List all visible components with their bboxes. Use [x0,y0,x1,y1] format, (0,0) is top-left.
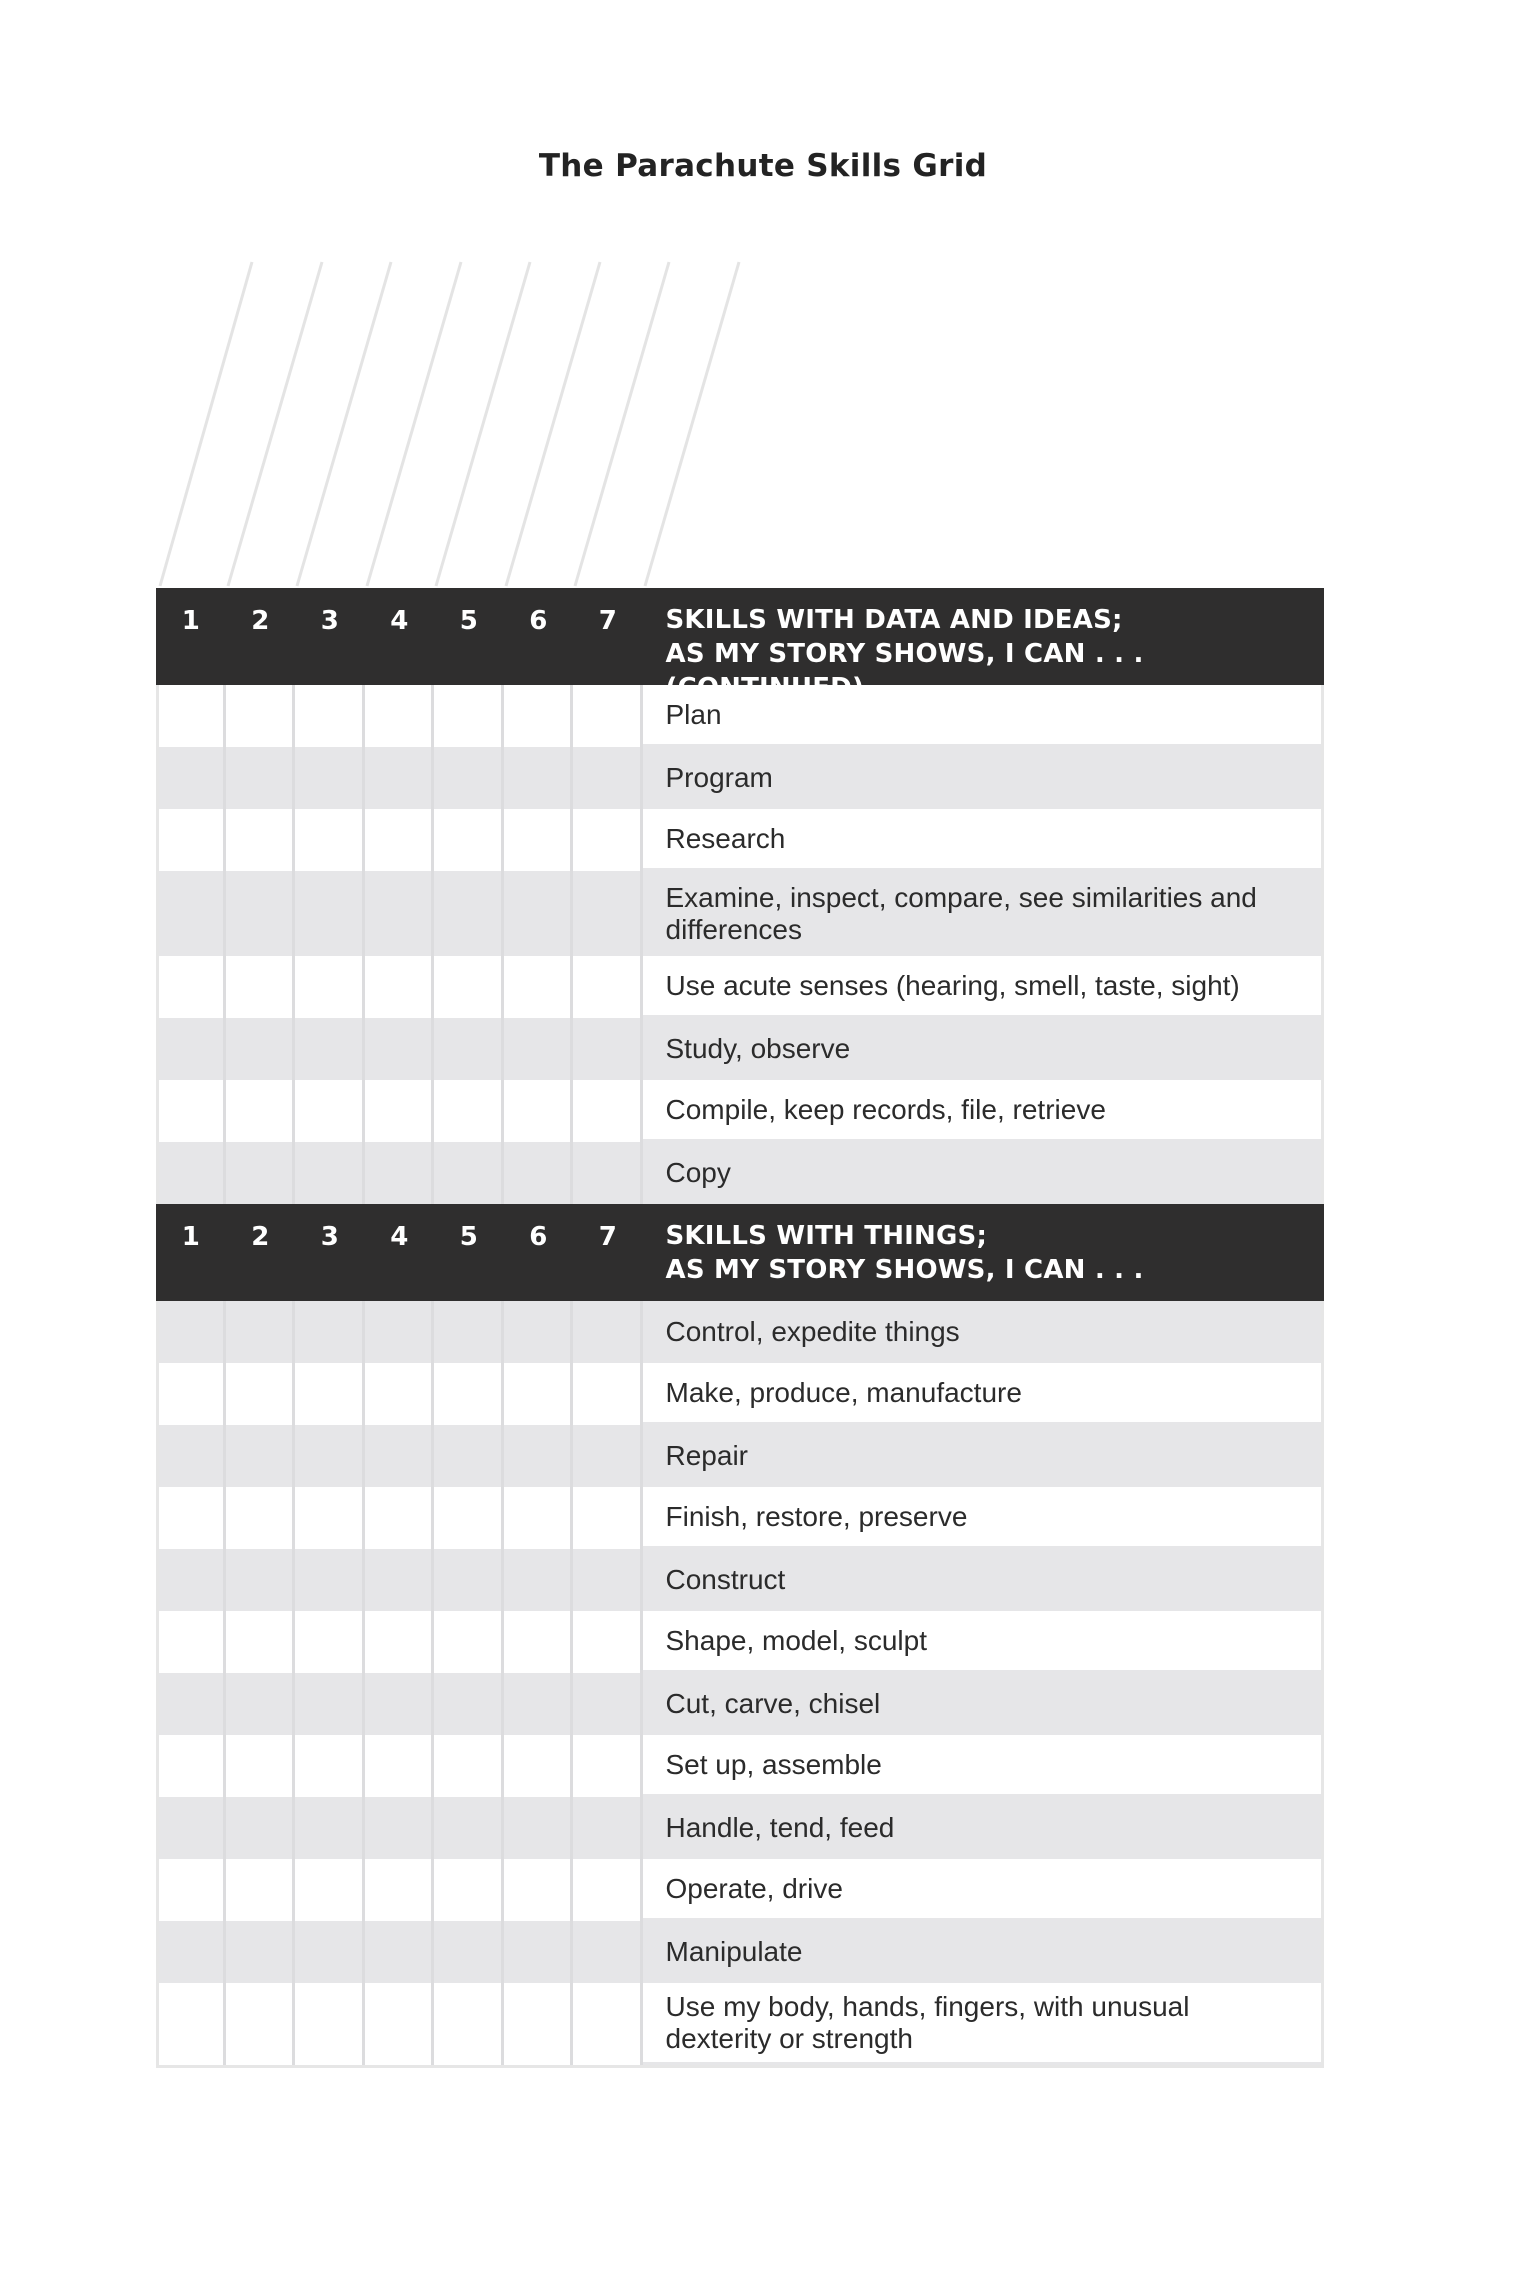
page-title: The Parachute Skills Grid [538,148,988,184]
skill-label: Set up, assemble [643,1735,1322,1797]
rating-cell[interactable] [295,1487,365,1549]
rating-cell[interactable] [434,956,504,1018]
rating-cell[interactable] [365,1301,435,1363]
column-number: 6 [529,606,548,636]
rating-cell[interactable] [365,1487,435,1549]
rating-cell[interactable] [295,1611,365,1673]
rating-cell[interactable] [573,1673,643,1735]
rating-cell[interactable] [295,1142,365,1204]
rating-cell[interactable] [573,1018,643,1080]
rating-cell[interactable] [159,1363,226,1425]
skill-label: Study, observe [665,1033,851,1064]
section-title [643,588,1325,703]
rating-cell[interactable] [365,1921,435,1983]
skill-row [156,871,1324,956]
rating-cell[interactable] [365,871,435,956]
rating-cell[interactable] [226,1301,296,1363]
rating-cell[interactable] [365,1549,435,1611]
rating-cell[interactable] [504,1487,574,1549]
skill-label: Handle, tend, feed [665,1812,895,1843]
rating-cell[interactable] [434,809,504,871]
rating-cell[interactable] [365,747,435,809]
rating-cell[interactable] [504,1673,574,1735]
section-title-line-2: AS MY STORY SHOWS, I CAN . . . (CONTINUED) [665,639,1144,703]
rating-cell[interactable] [573,1921,643,1983]
skill-label: Operate, drive [643,1859,1322,1921]
rating-cell[interactable] [434,1735,504,1797]
rating-cell[interactable] [365,1080,435,1142]
skill-row [156,747,1324,809]
rating-cell[interactable] [295,1921,365,1983]
section-title-line-2: AS MY STORY SHOWS, I CAN . . . [665,1255,1144,1285]
rating-cell[interactable] [295,1080,365,1142]
rating-cell[interactable] [295,1735,365,1797]
rating-cell[interactable] [573,1363,643,1425]
section-title [643,1204,1325,1301]
skill-label: Control, expedite things [665,1316,960,1347]
rating-cell[interactable] [295,871,365,956]
rating-cell[interactable] [365,685,435,747]
rating-cell[interactable] [159,1611,226,1673]
rating-cell[interactable] [226,1983,296,2065]
column-number: 3 [320,1222,339,1252]
rating-cell[interactable] [295,1301,365,1363]
rating-cell[interactable] [434,871,504,956]
rating-cell[interactable] [295,1859,365,1921]
rating-cell[interactable] [159,1301,226,1363]
column-number: 7 [598,1222,617,1252]
skill-label: Use acute senses (hearing, smell, taste, sight) [643,956,1322,1018]
rating-cell[interactable] [434,1018,504,1080]
skill-row [156,1859,1324,1921]
rating-cell[interactable] [504,956,574,1018]
rating-cell[interactable] [365,1611,435,1673]
rating-cell[interactable] [226,956,296,1018]
skill-row [156,1921,1324,1983]
rating-cell[interactable] [365,1735,435,1797]
rating-cell[interactable] [159,809,226,871]
rating-cell[interactable] [365,1859,435,1921]
rating-cell[interactable] [159,1142,226,1204]
rating-cell[interactable] [573,685,643,747]
diagonal-line-6 [506,262,600,586]
rating-cell[interactable] [504,1983,574,2065]
column-number: 2 [251,606,270,636]
rating-cell[interactable] [295,1549,365,1611]
rating-cell[interactable] [434,1487,504,1549]
rating-cell[interactable] [226,1859,296,1921]
rating-cell[interactable] [295,1363,365,1425]
rating-cell[interactable] [573,1611,643,1673]
rating-cell[interactable] [295,1797,365,1859]
rating-cell[interactable] [159,747,226,809]
diagonal-line-8 [645,262,739,586]
skill-row [156,1797,1324,1859]
skill-row [156,685,1324,747]
rating-cell[interactable] [434,1425,504,1487]
rating-cell[interactable] [573,1797,643,1859]
rating-cell[interactable] [504,1921,574,1983]
rating-cell[interactable] [226,809,296,871]
section-header [156,588,1324,703]
diagonal-line-1 [160,262,252,586]
section-header [156,1204,1324,1301]
rating-cell[interactable] [226,747,296,809]
rating-cell[interactable] [365,1363,435,1425]
section-title-line-1: SKILLS WITH DATA AND IDEAS; [665,605,1123,635]
rating-cell[interactable] [434,1549,504,1611]
rating-cell[interactable] [226,1080,296,1142]
skill-label: Plan [643,685,1322,747]
rating-cell[interactable] [159,1425,226,1487]
skill-label: Research [643,809,1322,871]
column-number: 2 [251,1222,270,1252]
rating-cell[interactable] [226,1018,296,1080]
rating-cell[interactable] [434,685,504,747]
rating-cell[interactable] [434,1921,504,1983]
rating-cell[interactable] [504,747,574,809]
rating-cell[interactable] [504,685,574,747]
rating-cell[interactable] [504,1142,574,1204]
rating-cell[interactable] [573,1080,643,1142]
rating-cell[interactable] [365,1673,435,1735]
skill-label: Manipulate [665,1936,803,1967]
rating-cell[interactable] [295,1983,365,2065]
skill-row [156,1425,1324,1487]
rating-cell[interactable] [159,1673,226,1735]
skill-label: Program [665,762,773,793]
diagonal-line-3 [297,262,391,586]
skill-row [156,956,1324,1018]
skill-row [156,1301,1324,1363]
rating-cell[interactable] [434,1673,504,1735]
rating-cell[interactable] [573,1549,643,1611]
column-number: 1 [181,606,200,636]
skill-row [156,1673,1324,1735]
rating-cell[interactable] [434,1363,504,1425]
rating-cell[interactable] [365,1018,435,1080]
skill-label: Cut, carve, chisel [665,1688,881,1719]
rating-cell[interactable] [504,1735,574,1797]
rating-cell[interactable] [226,1735,296,1797]
rating-cell[interactable] [434,1301,504,1363]
skill-label: Copy [665,1157,731,1188]
column-number: 5 [459,606,478,636]
rating-cell[interactable] [159,1797,226,1859]
diagonal-line-2 [228,262,322,586]
rating-cell[interactable] [573,1487,643,1549]
rating-cell[interactable] [295,809,365,871]
skill-row [156,1018,1324,1080]
rating-cell[interactable] [159,1859,226,1921]
rating-cell[interactable] [573,1983,643,2065]
skill-label: Shape, model, sculpt [643,1611,1322,1673]
skill-label: Finish, restore, preserve [643,1487,1322,1549]
rating-cell[interactable] [573,1425,643,1487]
rating-cell[interactable] [159,685,226,747]
rating-cell[interactable] [159,956,226,1018]
rating-cell[interactable] [226,1487,296,1549]
column-number: 6 [529,1222,548,1252]
rating-cell[interactable] [295,956,365,1018]
skill-row [156,1611,1324,1673]
rating-cell[interactable] [434,1797,504,1859]
skill-row [156,1080,1324,1142]
rating-cell[interactable] [365,1797,435,1859]
rating-cell[interactable] [573,956,643,1018]
skill-label: Construct [665,1564,786,1595]
diagonal-line-7 [575,262,669,586]
rating-cell[interactable] [573,809,643,871]
rating-cell[interactable] [226,685,296,747]
skill-row [156,1142,1324,1204]
rating-cell[interactable] [159,1487,226,1549]
rating-cell[interactable] [226,1921,296,1983]
rating-cell[interactable] [504,1018,574,1080]
column-number: 3 [320,606,339,636]
skill-row [156,1363,1324,1425]
rating-cell[interactable] [504,1611,574,1673]
diagonal-line-5 [436,262,530,586]
rating-cell[interactable] [434,1983,504,2065]
rating-cell[interactable] [573,1735,643,1797]
rating-cell[interactable] [295,747,365,809]
diagonal-column-headers [0,0,760,590]
rating-cell[interactable] [365,1142,435,1204]
column-number: 7 [598,606,617,636]
column-number: 4 [390,1222,409,1252]
rating-cell[interactable] [434,1142,504,1204]
section-title-line-1: SKILLS WITH THINGS; [665,1221,988,1251]
rating-cell[interactable] [226,1611,296,1673]
rating-cell[interactable] [159,1983,226,2065]
rating-cell[interactable] [504,1080,574,1142]
skills-grid [156,588,1324,2068]
skill-label: Use my body, hands, fingers, with unusual dexterity or strength [643,1983,1322,2065]
rating-cell[interactable] [573,1301,643,1363]
rating-cell[interactable] [159,1921,226,1983]
rating-cell[interactable] [434,747,504,809]
rating-cell[interactable] [504,871,574,956]
column-number: 5 [459,1222,478,1252]
skill-row [156,809,1324,871]
rating-cell[interactable] [434,1859,504,1921]
rating-cell[interactable] [573,1859,643,1921]
rating-cell[interactable] [159,1080,226,1142]
rating-cell[interactable] [504,1859,574,1921]
rating-cell[interactable] [573,871,643,956]
diagonal-line-4 [367,262,461,586]
rating-cell[interactable] [504,1425,574,1487]
skill-label: Make, produce, manufacture [643,1363,1322,1425]
rating-cell[interactable] [226,1549,296,1611]
rating-cell[interactable] [504,1301,574,1363]
rating-cell[interactable] [504,809,574,871]
rating-cell[interactable] [365,809,435,871]
rating-cell[interactable] [226,1797,296,1859]
rating-cell[interactable] [226,1673,296,1735]
rating-cell[interactable] [573,1142,643,1204]
skill-label: Examine, inspect, compare, see similarities and differences [665,881,1257,945]
rating-cell[interactable] [434,1080,504,1142]
rating-cell[interactable] [226,1425,296,1487]
rating-cell[interactable] [365,1983,435,2065]
rating-cell[interactable] [226,1363,296,1425]
skill-row [156,1487,1324,1549]
skill-label: Compile, keep records, file, retrieve [643,1080,1322,1142]
rating-cell[interactable] [159,1018,226,1080]
rating-cell[interactable] [504,1797,574,1859]
rating-cell[interactable] [365,956,435,1018]
rating-cell[interactable] [504,1549,574,1611]
skill-row [156,1735,1324,1797]
rating-cell[interactable] [159,871,226,956]
rating-cell[interactable] [434,1611,504,1673]
rating-cell[interactable] [365,1425,435,1487]
column-number: 1 [181,1222,200,1252]
rating-cell[interactable] [295,1425,365,1487]
rating-cell[interactable] [504,1363,574,1425]
skill-label: Repair [665,1440,748,1471]
rating-cell[interactable] [159,1549,226,1611]
rating-cell[interactable] [295,1673,365,1735]
column-number: 4 [390,606,409,636]
rating-cell[interactable] [295,685,365,747]
rating-cell[interactable] [226,871,296,956]
skill-row [156,1983,1324,2068]
rating-cell[interactable] [159,1735,226,1797]
rating-cell[interactable] [295,1018,365,1080]
skill-row [156,1549,1324,1611]
rating-cell[interactable] [226,1142,296,1204]
rating-cell[interactable] [573,747,643,809]
